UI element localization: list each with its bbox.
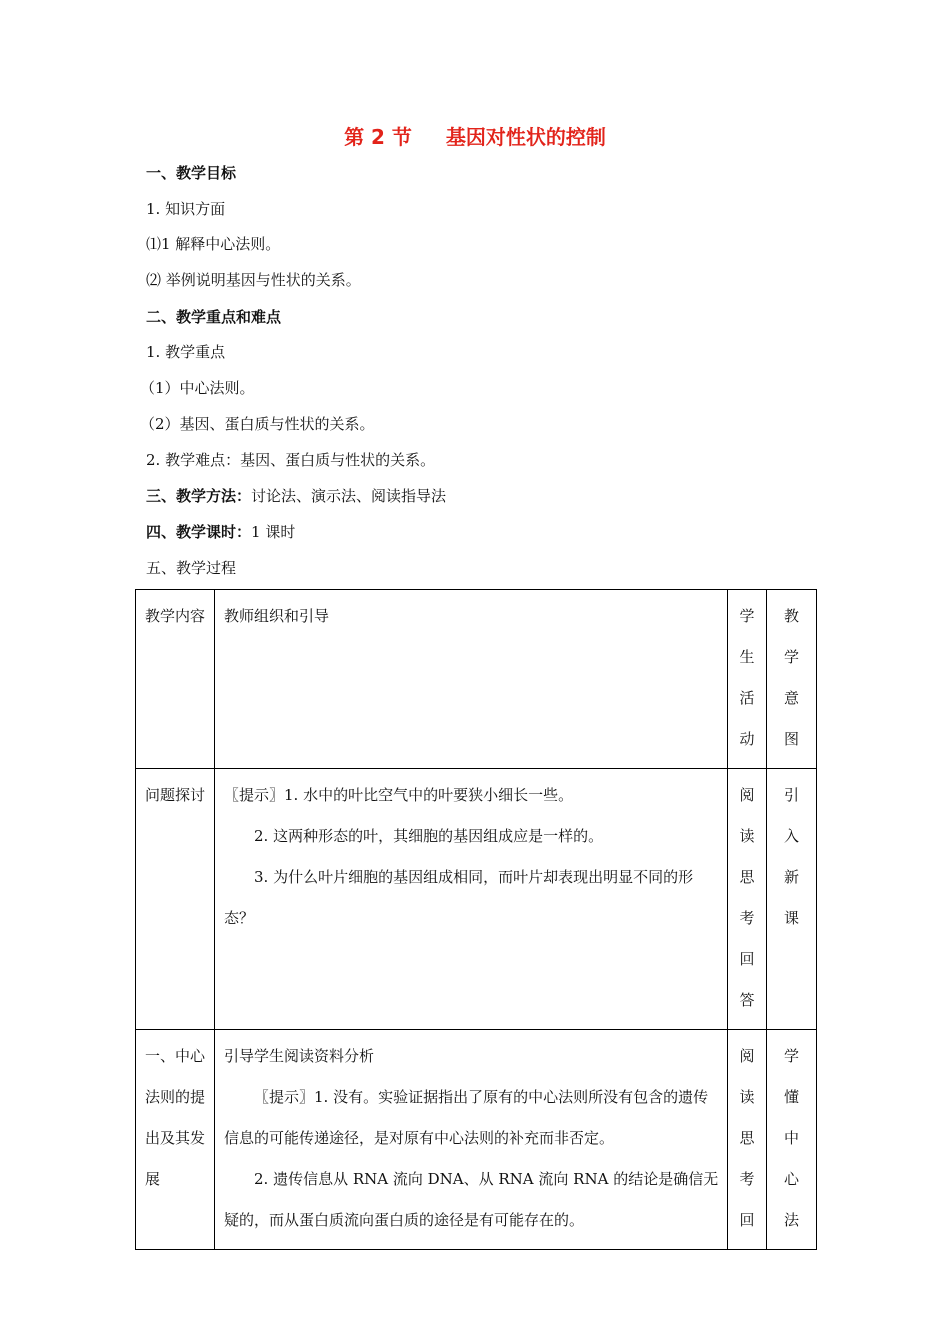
- row1-guide-line: 3. 为什么叶片细胞的基因组成相同，而叶片却表现出明显不同的形态？: [224, 868, 694, 927]
- table-row: [136, 769, 817, 1030]
- row1-content-cell: [136, 769, 215, 1030]
- char: 阅: [739, 1047, 755, 1065]
- char: 读: [739, 1088, 755, 1106]
- char: 图: [783, 730, 799, 748]
- row1-guide-line: 2. 这两种形态的叶，其细胞的基因组成应是一样的。: [254, 827, 604, 845]
- char: 回: [739, 950, 755, 968]
- char: 教: [783, 607, 799, 625]
- key-point-2: （2）基因、蛋白质与性状的关系。: [140, 415, 375, 433]
- page-title: [0, 122, 950, 152]
- row2-guide-line: 引导学生阅读资料分析: [224, 1047, 375, 1065]
- header-content-cell: [136, 590, 215, 769]
- char: 课: [783, 909, 799, 927]
- header-student-cell: [728, 590, 767, 769]
- teaching-method-value: 讨论法、演示法、阅读指导法: [251, 487, 447, 505]
- char: 懂: [783, 1088, 799, 1106]
- row1-guide-line: 〖提示〗1. 水中的叶比空气中的叶要狭小细长一些。: [224, 786, 574, 804]
- difficult-point: 2. 教学难点：基因、蛋白质与性状的关系。: [146, 451, 436, 469]
- char: 法: [783, 1211, 799, 1229]
- teaching-hours: [146, 521, 295, 543]
- char: 活: [739, 689, 755, 707]
- heading-teaching-goals: 一、教学目标: [146, 164, 237, 182]
- char: 新: [783, 868, 799, 886]
- row1-intent-cell: [767, 769, 817, 1030]
- teaching-method: [146, 485, 446, 507]
- teaching-method-label: 三、教学方法：: [146, 487, 252, 505]
- heading-teaching-process: 五、教学过程: [146, 559, 237, 577]
- heading-key-points: 二、教学重点和难点: [146, 308, 282, 326]
- char: 思: [739, 868, 755, 886]
- key-point-1: （1）中心法则。: [140, 379, 255, 397]
- char: 心: [783, 1170, 799, 1188]
- char: 读: [739, 827, 755, 845]
- header-intent-cell: [767, 590, 817, 769]
- goal-item-2: ⑵ 举例说明基因与性状的关系。: [146, 271, 361, 289]
- row1-student-cell: [728, 769, 767, 1030]
- knowledge-aspect: 1. 知识方面: [146, 200, 226, 218]
- row2-guide-line: 〖提示〗1. 没有。实验证据指出了原有的中心法则所没有包含的遗传信息的可能传递途径，是对原有中心法则的补充而非否定。: [224, 1088, 709, 1147]
- char: 考: [739, 909, 755, 927]
- char: 动: [739, 730, 755, 748]
- teaching-process-table: [135, 589, 817, 1250]
- row2-intent-cell: [767, 1030, 817, 1250]
- row1-guide-cell: [215, 769, 728, 1030]
- table-header-row: [136, 590, 817, 769]
- goal-item-1: ⑴1 解释中心法则。: [146, 235, 281, 253]
- char: 考: [739, 1170, 755, 1188]
- char: 学: [783, 648, 799, 666]
- row2-content-cell: [136, 1030, 215, 1250]
- row1-content: 问题探讨: [145, 786, 206, 804]
- char: 回: [739, 1211, 755, 1229]
- key-points-sub: 1. 教学重点: [146, 343, 226, 361]
- char: 中: [783, 1129, 799, 1147]
- header-content: 教学内容: [145, 607, 206, 625]
- teaching-hours-value: 1 课时: [251, 523, 296, 541]
- row2-guide-line: 2. 遗传信息从 RNA 流向 DNA、从 RNA 流向 RNA 的结论是确信无疑的，而从蛋白质流向蛋白质的途径是有可能存在的。: [224, 1170, 719, 1229]
- row2-student-cell: [728, 1030, 767, 1250]
- header-guide: 教师组织和引导: [224, 607, 330, 625]
- char: 入: [783, 827, 799, 845]
- char: 答: [739, 991, 755, 1009]
- char: 引: [783, 786, 799, 804]
- char: 意: [783, 689, 799, 707]
- char: 学: [739, 607, 755, 625]
- header-guide-cell: [215, 590, 728, 769]
- section-name: 基因对性状的控制: [445, 125, 606, 149]
- row2-content: 一、中心法则的提出及其发展: [145, 1047, 206, 1188]
- section-number: 第 2 节: [344, 125, 412, 149]
- char: 生: [739, 648, 755, 666]
- char: 阅: [739, 786, 755, 804]
- row2-guide-cell: [215, 1030, 728, 1250]
- char: 思: [739, 1129, 755, 1147]
- teaching-hours-label: 四、教学课时：: [146, 523, 252, 541]
- table-row: [136, 1030, 817, 1250]
- char: 学: [783, 1047, 799, 1065]
